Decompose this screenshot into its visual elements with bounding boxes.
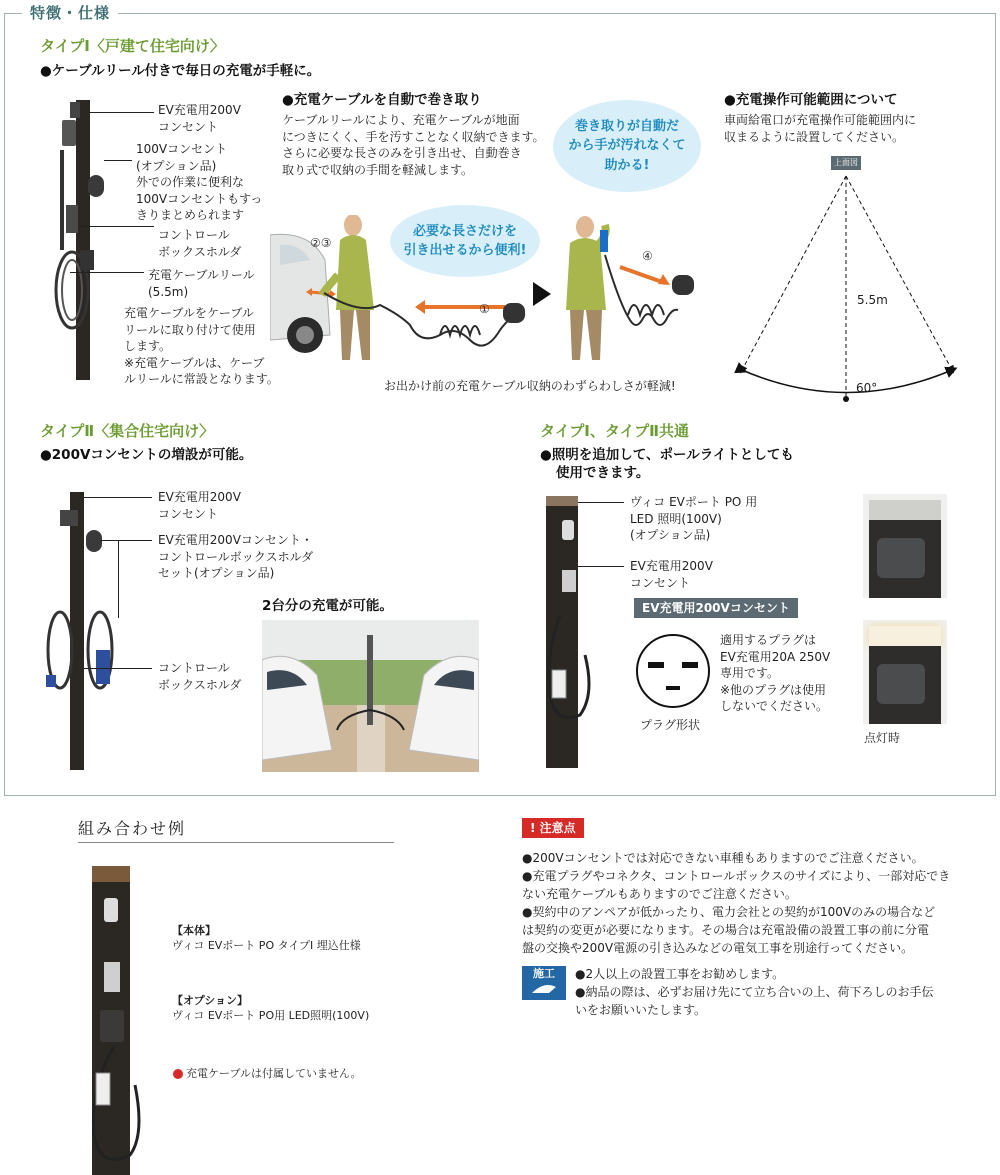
cable-rewind-illustration bbox=[560, 215, 700, 375]
led-option-label: ヴィコ EVポート PO 用 LED 照明(100V) (オプション品) bbox=[630, 495, 758, 543]
type1-outlet100-label: 100Vコンセント (オプション品) 外での作業に便利な 100Vコンセントもすっ きりまとめられます bbox=[136, 142, 263, 223]
red-dot-icon bbox=[173, 1069, 183, 1079]
type1-lead: ●ケーブルリール付きで毎日の充電が手軽に。 bbox=[40, 63, 321, 79]
combo-title: 組み合わせ例 bbox=[78, 819, 187, 838]
plug-shape-icon bbox=[634, 632, 712, 710]
two-cars-photo bbox=[262, 620, 479, 772]
type2-holder-label: コントロール ボックスホルダ bbox=[158, 661, 242, 692]
combo-body-text: ヴィコ EVポート PO タイプⅠ 埋込仕様 bbox=[172, 939, 361, 952]
trowel-icon bbox=[529, 981, 559, 995]
step-1-label: ① bbox=[479, 302, 490, 316]
outlet-tag: EV充電用200Vコンセント bbox=[634, 598, 798, 618]
step-4-label: ④ bbox=[642, 249, 653, 263]
top-view-label: 上面図 bbox=[831, 156, 861, 170]
type2-title: タイプⅡ〈集合住宅向け〉 bbox=[40, 422, 215, 440]
lamp-photo-lit bbox=[863, 620, 947, 724]
auto-reel-caption: お出かけ前の充電ケーブル収納のわずらわしさが軽減! bbox=[384, 379, 676, 393]
plug-note: 適用するプラグは EV充電用20A 250V 専用です。 ※他のプラグは使用 しないでください。 bbox=[720, 633, 831, 714]
bubble-auto-rewind: 巻き取りが自動だ から手が汚れなくて 助かる! bbox=[553, 100, 701, 192]
type2-lead: ●200Vコンセントの増設が可能。 bbox=[40, 447, 253, 463]
type1-reel-label: 充電ケーブルリール (5.5m) bbox=[148, 268, 255, 299]
step-2-3-label: ②③ bbox=[310, 236, 332, 250]
range-body: 車両給電口が充電操作可能範囲内に 収まるように設置してください。 bbox=[724, 113, 917, 144]
install-badge: 施工 bbox=[522, 966, 566, 1000]
lamp-photo-off bbox=[863, 494, 947, 598]
caution-tag: ! 注意点 bbox=[522, 818, 584, 838]
lit-caption: 点灯時 bbox=[864, 731, 901, 745]
two-cars-caption: 2台分の充電が可能。 bbox=[262, 598, 393, 614]
combo-option-head: 【オプション】 bbox=[172, 994, 249, 1007]
type2-set-label: EV充電用200Vコンセント・ コントロールボックスホルダ セット(オプション品) bbox=[158, 533, 314, 581]
auto-reel-body: ケーブルリールにより、充電ケーブルが地面 につきにくく、手を汚すことなく収納できます。 さらに必要な長さのみを引き出せ、自動巻き 取り式で収納の手間を軽減します。 bbox=[282, 113, 545, 177]
combo-option-text: ヴィコ EVポート PO用 LED照明(100V) bbox=[172, 1009, 370, 1022]
range-distance: 5.5m bbox=[857, 293, 888, 307]
auto-reel-head: ●充電ケーブルを自動で巻き取り bbox=[282, 92, 482, 108]
charge-range-diagram bbox=[730, 170, 970, 410]
common-title: タイプⅠ、タイプⅡ共通 bbox=[540, 422, 689, 440]
range-head: ●充電操作可能範囲について bbox=[724, 92, 898, 108]
type1-title: タイプⅠ〈戸建て住宅向け〉 bbox=[40, 37, 225, 55]
type1-holder-label: コントロール ボックスホルダ bbox=[158, 228, 242, 259]
combo-note: 充電ケーブルは付属していません。 bbox=[186, 1067, 362, 1080]
common-lead: ●照明を追加して、ポールライトとしても 使用できます。 bbox=[540, 447, 794, 482]
section-title: 特徴・仕様 bbox=[22, 3, 118, 23]
type1-reel-note: 充電ケーブルをケーブル リールに取り付けて使用 します。 ※充電ケーブルは、ケーブ ルリールに常設となります。 bbox=[124, 306, 279, 387]
install-lines: ●2人以上の設置工事をお勧めします。 ●納品の際は、必ずお届け先にて立ち合いの上、荷下ろしのお手伝 いをお願いいたします。 bbox=[575, 967, 934, 1017]
bubble-pull-length: 必要な長さだけを 引き出せるから便利! bbox=[390, 205, 540, 277]
combo-body-head: 【本体】 bbox=[172, 924, 216, 937]
range-angle: 60° bbox=[856, 381, 878, 395]
common-outlet-label: EV充電用200V コンセント bbox=[630, 559, 713, 590]
type1-outlet-label: EV充電用200V コンセント bbox=[158, 103, 241, 134]
plug-shape-caption: プラグ形状 bbox=[640, 718, 701, 732]
type2-outlet-label: EV充電用200V コンセント bbox=[158, 490, 241, 521]
next-step-arrow-icon bbox=[533, 282, 551, 306]
caution-lines: ●200Vコンセントでは対応できない車種もありますのでご注意ください。 ●充電プラグやコネクタ、コントロールボックスのサイズにより、一部対応でき ない充電ケーブルもありますのでご注意ください。 ●契約中のアンペアが低かったり、電力会社との契約が100Vのみの場合など は契約の変更が必要になります。その場合は充電設備の設置工事の前に分電 盤の交換や200V電源の引き込みなどの電気工事を別途行ってください。 bbox=[522, 851, 951, 955]
